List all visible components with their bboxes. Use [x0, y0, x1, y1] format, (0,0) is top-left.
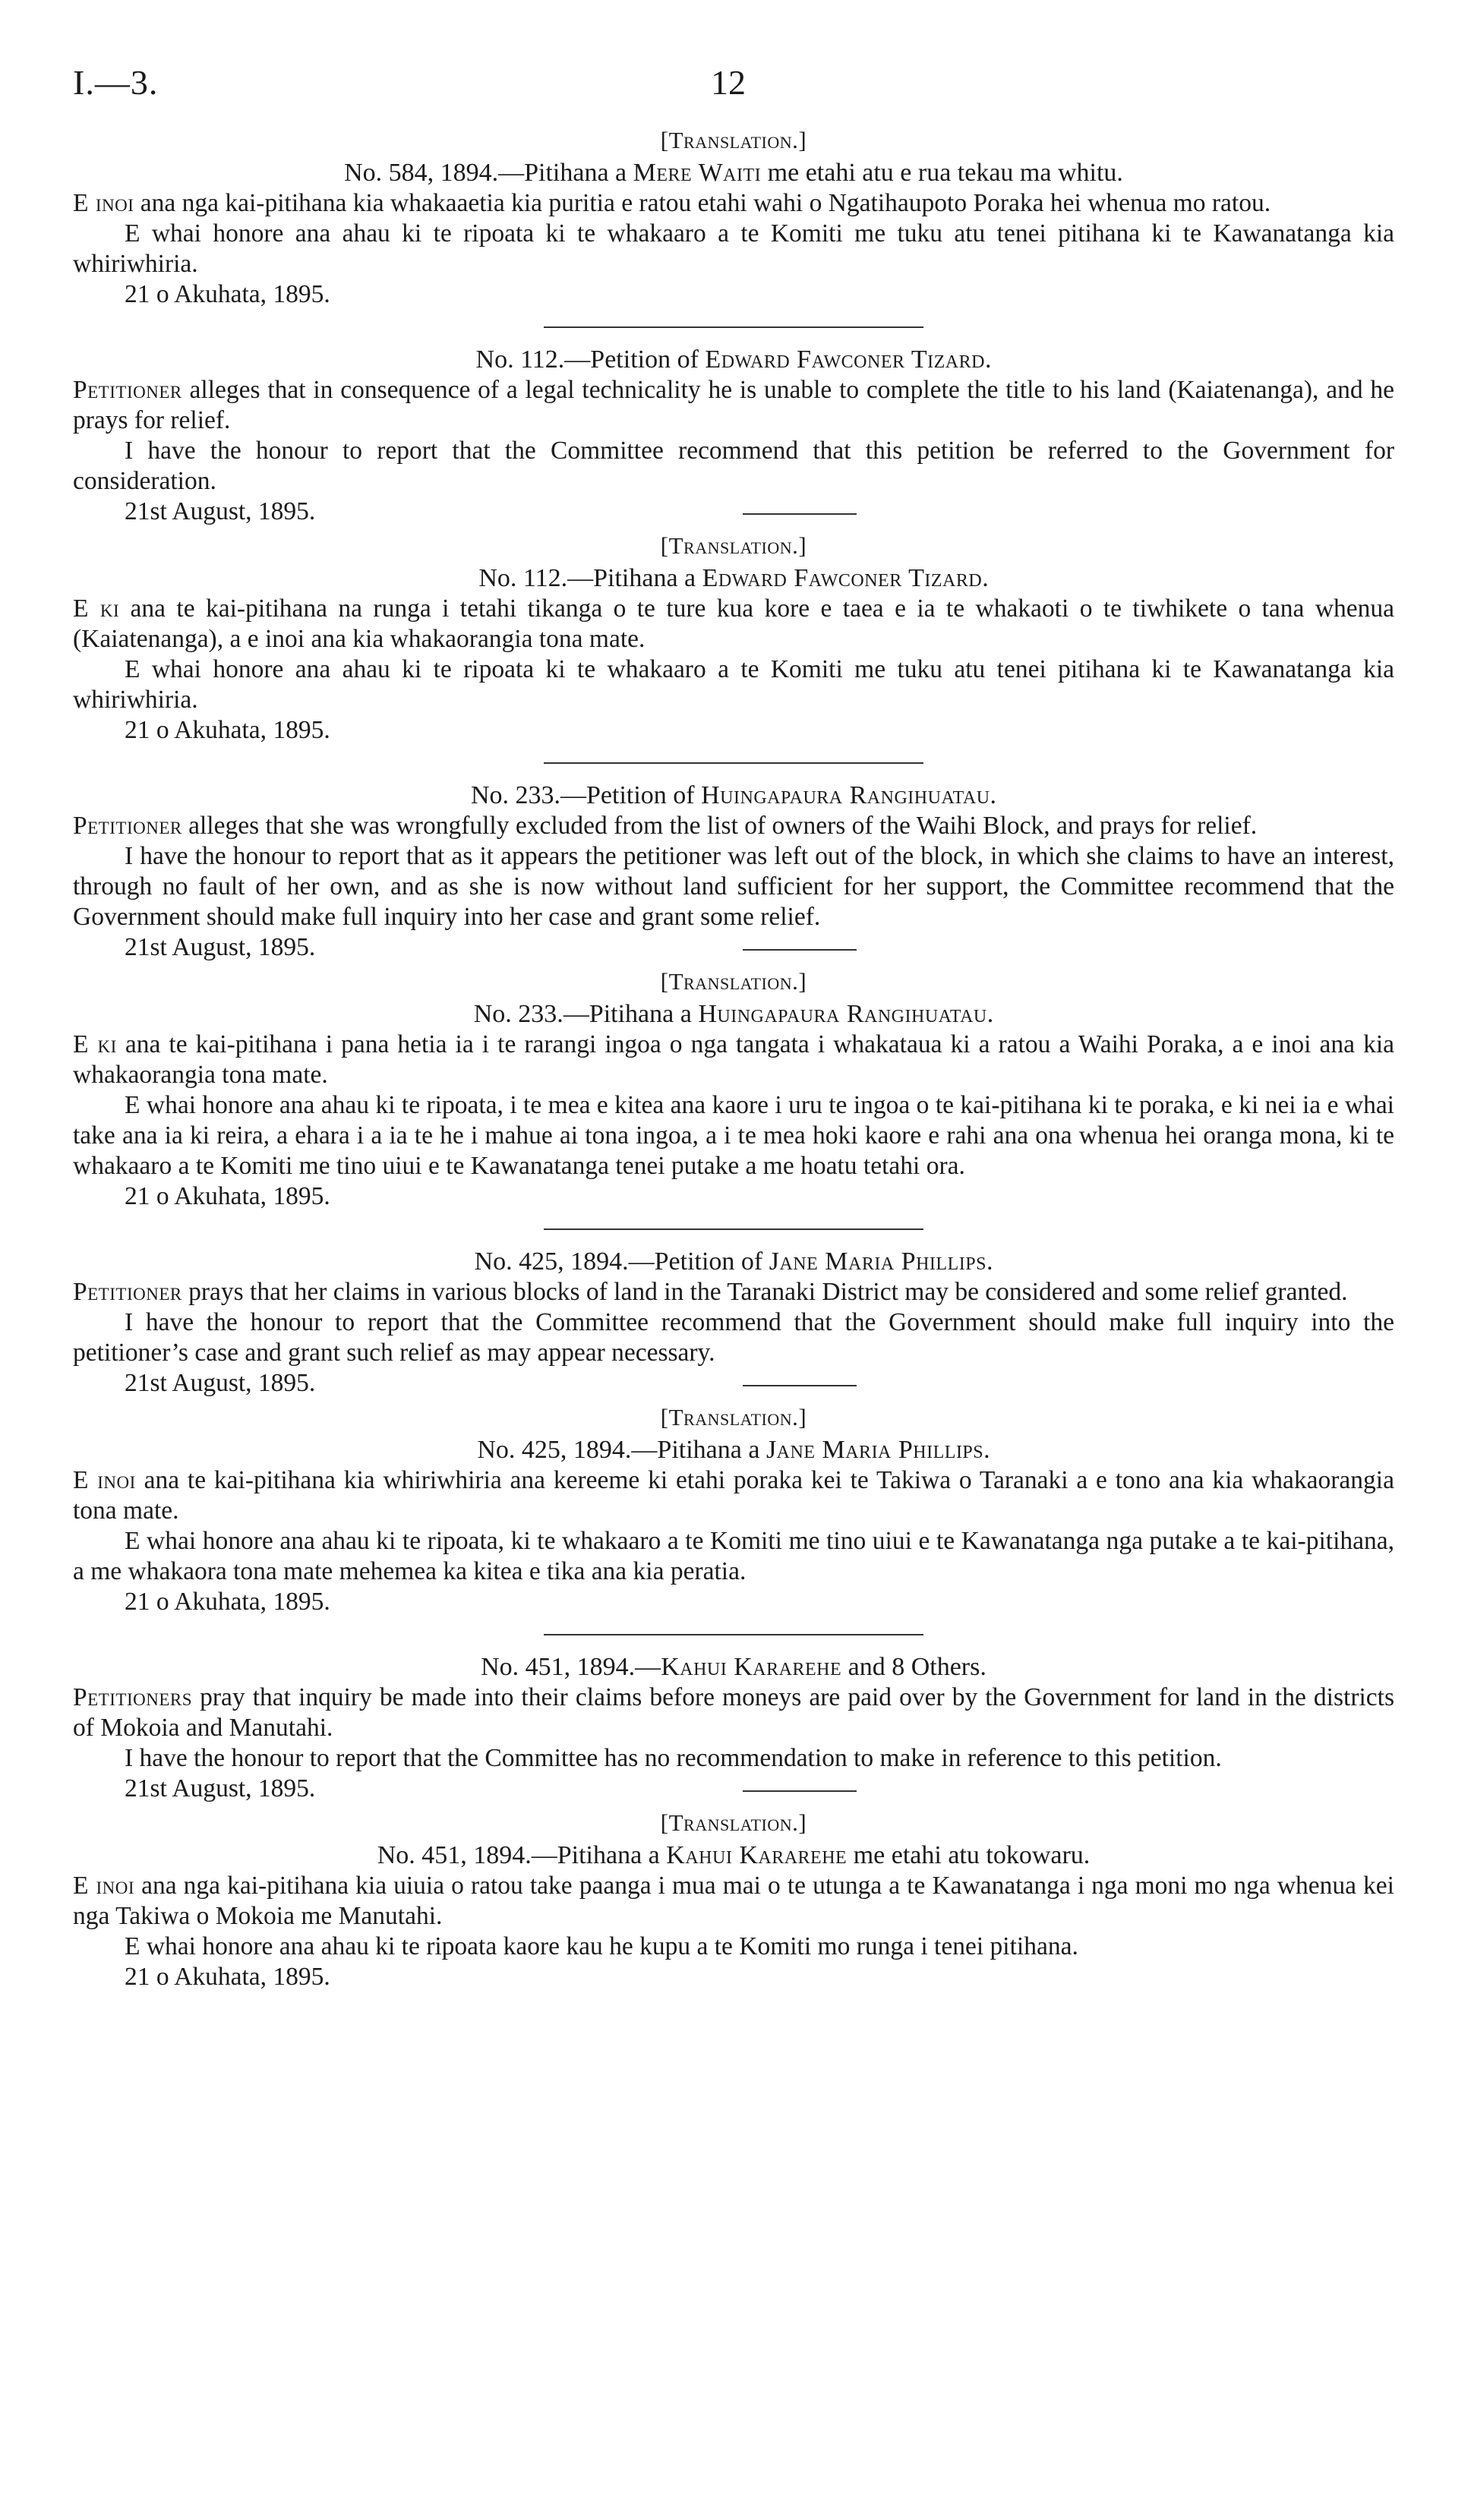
petition-title: No. 233.—Petition of Huingapaura Rangihuatau. — [470, 781, 997, 809]
report-date: 21st August, 1895. — [125, 497, 1394, 527]
petition-summary: Petitioner alleges that in consequence of a legal technicality he is unable to complete the title to his land (Kaiatenanga), and he prays for relief. — [73, 376, 1394, 434]
short-divider — [743, 1385, 857, 1386]
committee-report: E whai honore ana ahau ki te ripoata ki te whakaaro a te Komiti me tuku atu tenei pitihana ki te Kawanatanga kia whiriwhiria. — [73, 655, 1394, 714]
petition-233-translation — [73, 967, 1394, 1212]
page — [73, 53, 1394, 1992]
petitioner-name: Edward Fawconer Tizard — [702, 564, 983, 592]
petition-451-translation — [73, 1809, 1394, 1992]
committee-report: I have the honour to report that the Committee has no recommendation to make in reference to this petition. — [125, 1744, 1222, 1772]
petitioner-name: Mere Waiti — [633, 159, 762, 187]
petitioner-name: Huingapaura Rangihuatau — [698, 1000, 987, 1028]
petition-451 — [73, 1652, 1394, 1804]
petition-summary: E inoi ana nga kai-pitihana kia whakaaetia kia puritia e ratou etahi wahi o Ngatihaupoto Poraka hei whenua mo ratou. — [73, 189, 1271, 217]
short-divider — [743, 513, 857, 515]
section-divider — [544, 1634, 923, 1635]
petition-425-translation — [73, 1403, 1394, 1617]
petition-title: No. 451, 1894.—Pitihana a Kahui Kararehe me etahi atu tokowaru. — [377, 1841, 1091, 1869]
report-date: 21st August, 1895. — [125, 1774, 1394, 1804]
petition-584-translation — [73, 126, 1394, 310]
petitioner-name: Jane Maria Phillips — [769, 1247, 986, 1276]
committee-report: E whai honore ana ahau ki te ripoata ki te whakaaro a te Komiti me tuku atu tenei pitihana ki te Kawanatanga kia whiriwhiria. — [73, 219, 1394, 278]
report-date: 21 o Akuhata, 1895. — [125, 716, 330, 744]
section-divider — [544, 1228, 923, 1230]
report-date: 21 o Akuhata, 1895. — [125, 280, 330, 308]
document-reference: I.—3. — [73, 63, 159, 102]
translation-label: [Translation.] — [660, 1809, 807, 1836]
short-divider — [743, 949, 857, 951]
petition-title: No. 425, 1894.—Petition of Jane Maria Phillips. — [474, 1247, 993, 1276]
report-date: 21st August, 1895. — [125, 932, 1394, 963]
petition-summary: Petitioner alleges that she was wrongfully excluded from the list of owners of the Waihi Block, and prays for relief. — [73, 812, 1258, 840]
petition-summary: E inoi ana te kai-pitihana kia whiriwhiria ana kereeme ki etahi poraka kei te Takiwa o Taranaki a e tono ana kia whakaorangia tona mate. — [73, 1466, 1394, 1525]
petition-112-translation — [73, 531, 1394, 746]
translation-label: [Translation.] — [660, 1404, 807, 1430]
page-header — [73, 53, 1394, 121]
report-date: 21st August, 1895. — [125, 1368, 1394, 1399]
petitioner-name: Kahui Kararehe — [666, 1841, 848, 1869]
petition-title: No. 112.—Pitihana a Edward Fawconer Tizard. — [478, 564, 989, 592]
petition-summary: E ki ana te kai-pitihana na runga i tetahi tikanga o te ture kua kore e taea e ia te whakaoti o te tiwhikete o tana whenua (Kaiatenanga), a e inoi ana kia whakaorangia tona mate. — [73, 595, 1394, 653]
petition-summary: Petitioner prays that her claims in various blocks of land in the Taranaki District may be considered and some relief granted. — [73, 1278, 1348, 1306]
petition-summary: Petitioners pray that inquiry be made into their claims before moneys are paid over by the Government for land in the districts of Mokoia and Manutahi. — [73, 1683, 1394, 1742]
committee-report: E whai honore ana ahau ki te ripoata kaore kau he kupu a te Komiti mo runga i tenei pitihana. — [125, 1932, 1078, 1960]
committee-report: I have the honour to report that the Committee recommend that the Government should make full inquiry into the petitioner’s case and grant such relief as may appear necessary. — [73, 1308, 1394, 1367]
short-divider — [743, 1790, 857, 1792]
page-number: 12 — [711, 63, 746, 102]
petition-title: No. 451, 1894.—Kahui Kararehe and 8 Others. — [481, 1653, 986, 1681]
report-date: 21 o Akuhata, 1895. — [125, 1963, 330, 1991]
petitioner-name: Kahui Kararehe — [661, 1653, 842, 1681]
petition-425 — [73, 1247, 1394, 1399]
petition-title: No. 425, 1894.—Pitihana a Jane Maria Phillips. — [477, 1436, 990, 1464]
section-divider — [544, 326, 923, 328]
translation-label: [Translation.] — [660, 532, 807, 559]
petitioner-name: Jane Maria Phillips — [765, 1436, 984, 1464]
petitioner-name: Huingapaura Rangihuatau — [701, 781, 990, 809]
committee-report: I have the honour to report that the Committee recommend that this petition be referred to the Government for consideration. — [73, 437, 1394, 495]
report-date: 21 o Akuhata, 1895. — [125, 1182, 330, 1210]
petition-title: No. 112.—Petition of Edward Fawconer Tizard. — [475, 345, 992, 374]
translation-label: [Translation.] — [660, 127, 807, 153]
petition-233 — [73, 781, 1394, 963]
committee-report: E whai honore ana ahau ki te ripoata, ki te whakaaro a te Komiti me tino uiui e te Kawanatanga nga putake a te kai-pitihana, a me whakaora tona mate mehemea ka kitea e tika ana kia peratia. — [73, 1527, 1394, 1585]
translation-label: [Translation.] — [660, 968, 807, 995]
petition-summary: E ki ana te kai-pitihana i pana hetia ia i te rarangi ingoa o nga tangata i whakataua ki a ratou a Waihi Poraka, a e inoi ana kia whakaorangia tona mate. — [73, 1030, 1394, 1089]
petition-title: No. 233.—Pitihana a Huingapaura Rangihuatau. — [473, 1000, 994, 1028]
petition-title: No. 584, 1894.—Pitihana a Mere Waiti me etahi atu e rua tekau ma whitu. — [344, 159, 1123, 187]
report-date: 21 o Akuhata, 1895. — [125, 1588, 330, 1616]
petition-112 — [73, 345, 1394, 527]
committee-report: E whai honore ana ahau ki te ripoata, i te mea e kitea ana kaore i uru te ingoa o te kai-pitihana ki te poraka, e ki nei ia e whai take ana ia ki reira, a ehara i a ia te he i mahue ai tona ingoa, a i te mea hoki kaore e rahi ana ona whenua hei oranga mona, ki te whakaaro a te Komiti me tino uiui e te Kawanatanga tenei putake a me hoatu tetahi ora. — [73, 1091, 1394, 1180]
petition-summary: E inoi ana nga kai-pitihana kia uiuia o ratou take paanga i mua mai o te utunga a te Kawanatanga i nga moni mo nga whenua kei nga Takiwa o Mokoia me Manutahi. — [73, 1872, 1394, 1930]
committee-report: I have the honour to report that as it appears the petitioner was left out of the block, in which she claims to have an interest, through no fault of her own, and as she is now without land sufficient for her support, the Committee recommend that the Government should make full inquiry into her case and grant some relief. — [73, 842, 1394, 931]
section-divider — [544, 762, 923, 764]
petitioner-name: Edward Fawconer Tizard — [705, 345, 985, 374]
